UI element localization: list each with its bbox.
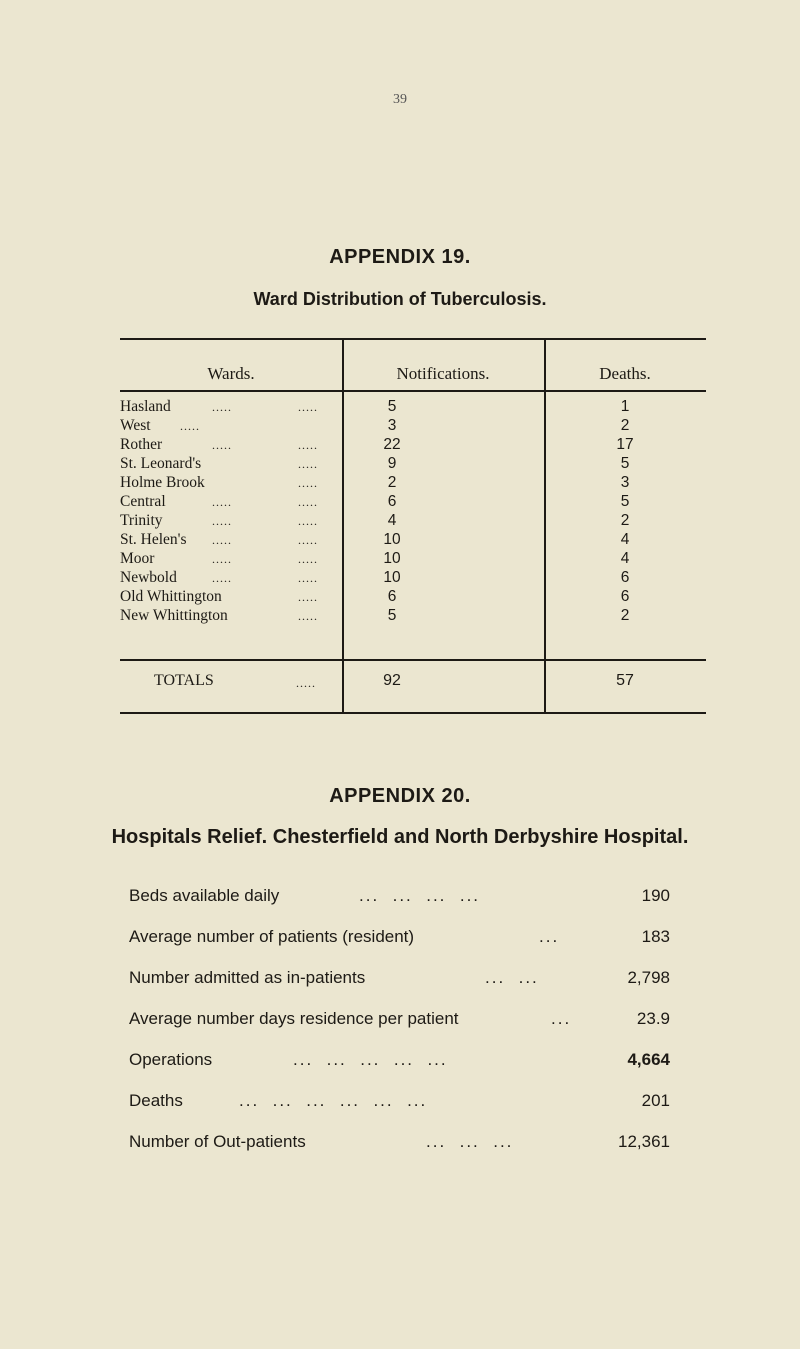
table-row	[120, 474, 706, 493]
deaths-value: 4	[620, 531, 630, 548]
ward-name: West	[120, 417, 151, 434]
notifications-value: 9	[387, 455, 397, 472]
notifications-value: 10	[383, 569, 401, 586]
ward-name: Trinity	[120, 512, 163, 529]
deaths-value: 6	[620, 569, 630, 586]
table-top-rule	[120, 338, 706, 340]
table-header-rule	[120, 390, 706, 392]
ward-name: Old Whittington	[120, 588, 222, 605]
ward-name: Holme Brook	[120, 474, 205, 491]
leader-dots: .....	[296, 676, 316, 690]
stat-label: Average number days residence per patient	[129, 1009, 459, 1028]
leader-dots: .....	[212, 495, 232, 509]
stat-row	[129, 968, 670, 992]
leader-dots: .....	[212, 400, 232, 414]
stat-value: 2,798	[627, 968, 670, 987]
leader-dots: ...	[551, 1009, 572, 1028]
leader-dots: ... ... ... ...	[359, 886, 481, 905]
column-header-wards: Wards.	[207, 364, 255, 383]
deaths-value: 2	[620, 607, 630, 624]
leader-dots: .....	[298, 571, 318, 585]
ward-name: Rother	[120, 436, 163, 453]
notifications-value: 10	[383, 550, 401, 567]
totals-deaths: 57	[616, 672, 634, 689]
stat-label: Number of Out-patients	[129, 1132, 306, 1151]
leader-dots: ... ... ... ... ...	[293, 1050, 448, 1069]
table-row	[120, 588, 706, 607]
ward-name: Newbold	[120, 569, 177, 586]
table-row	[120, 417, 706, 436]
stat-label: Number admitted as in-patients	[129, 968, 366, 987]
leader-dots: .....	[298, 495, 318, 509]
leader-dots: .....	[298, 533, 318, 547]
table-totals-rule	[120, 659, 706, 661]
leader-dots: .....	[298, 609, 318, 623]
table-row	[120, 455, 706, 474]
ward-name: New Whittington	[120, 607, 228, 624]
leader-dots: .....	[298, 552, 318, 566]
leader-dots: ... ... ... ... ... ...	[239, 1091, 428, 1110]
table-row	[120, 569, 706, 588]
stat-row	[129, 1009, 670, 1033]
leader-dots: .....	[298, 438, 318, 452]
leader-dots: .....	[212, 533, 232, 547]
stat-row	[129, 1132, 670, 1156]
leader-dots: .....	[298, 476, 318, 490]
appendix-19-heading: APPENDIX 19.	[329, 246, 471, 268]
leader-dots: .....	[298, 590, 318, 604]
tuberculosis-ward-table	[120, 338, 706, 714]
leader-dots: ...	[539, 927, 560, 946]
notifications-value: 6	[387, 493, 397, 510]
deaths-value: 5	[620, 455, 630, 472]
deaths-value: 6	[620, 588, 630, 605]
leader-dots: .....	[180, 419, 200, 433]
table-row	[120, 512, 706, 531]
ward-name: Central	[120, 493, 166, 510]
leader-dots: .....	[298, 400, 318, 414]
column-header-notifications: Notifications.	[396, 364, 490, 383]
stat-value: 12,361	[618, 1132, 670, 1151]
stat-label: Beds available daily	[129, 886, 280, 905]
stat-row	[129, 1050, 670, 1074]
stat-label: Deaths	[129, 1091, 183, 1110]
leader-dots: .....	[212, 514, 232, 528]
leader-dots: .....	[298, 457, 318, 471]
appendix-20-heading: APPENDIX 20.	[329, 785, 471, 807]
stat-row	[129, 886, 670, 910]
ward-name: St. Leonard's	[120, 455, 202, 472]
table-bottom-rule	[120, 712, 706, 714]
leader-dots: .....	[212, 571, 232, 585]
leader-dots: .....	[212, 552, 232, 566]
stat-row	[129, 927, 670, 951]
notifications-value: 22	[383, 436, 401, 453]
notifications-value: 2	[387, 474, 397, 491]
leader-dots: .....	[212, 438, 232, 452]
page-number: 39	[393, 92, 407, 107]
ward-name: Moor	[120, 550, 155, 567]
totals-label: TOTALS	[154, 672, 214, 689]
notifications-value: 3	[387, 417, 397, 434]
notifications-value: 5	[387, 398, 397, 415]
deaths-value: 2	[620, 512, 630, 529]
deaths-value: 5	[620, 493, 630, 510]
deaths-value: 4	[620, 550, 630, 567]
leader-dots: ... ... ...	[426, 1132, 514, 1151]
ward-name: St. Helen's	[120, 531, 187, 548]
stat-label: Operations	[129, 1050, 213, 1069]
stat-value: 201	[641, 1091, 670, 1110]
leader-dots: ... ...	[485, 968, 539, 987]
stat-row	[129, 1091, 670, 1115]
deaths-value: 2	[620, 417, 630, 434]
table-row	[120, 398, 706, 417]
notifications-value: 10	[383, 531, 401, 548]
stat-value: 190	[641, 886, 670, 905]
table-row	[120, 550, 706, 569]
table-row	[120, 531, 706, 550]
stat-label: Average number of patients (resident)	[129, 927, 415, 946]
table-row	[120, 436, 706, 455]
leader-dots: .....	[298, 514, 318, 528]
table-row	[120, 607, 706, 626]
notifications-value: 5	[387, 607, 397, 624]
stat-value: 4,664	[627, 1050, 670, 1069]
totals-notifications: 92	[383, 672, 401, 689]
appendix-20-title: Hospitals Relief. Chesterfield and North Derbyshire Hospital.	[111, 826, 689, 848]
notifications-value: 6	[387, 588, 397, 605]
deaths-value: 1	[620, 398, 630, 415]
ward-name: Hasland	[120, 398, 171, 415]
appendix-19-title: Ward Distribution of Tuberculosis.	[253, 289, 547, 309]
notifications-value: 4	[387, 512, 397, 529]
deaths-value: 17	[616, 436, 634, 453]
stat-value: 23.9	[636, 1009, 670, 1028]
deaths-value: 3	[620, 474, 630, 491]
column-header-deaths: Deaths.	[599, 364, 651, 383]
stat-value: 183	[641, 927, 670, 946]
table-row	[120, 493, 706, 512]
